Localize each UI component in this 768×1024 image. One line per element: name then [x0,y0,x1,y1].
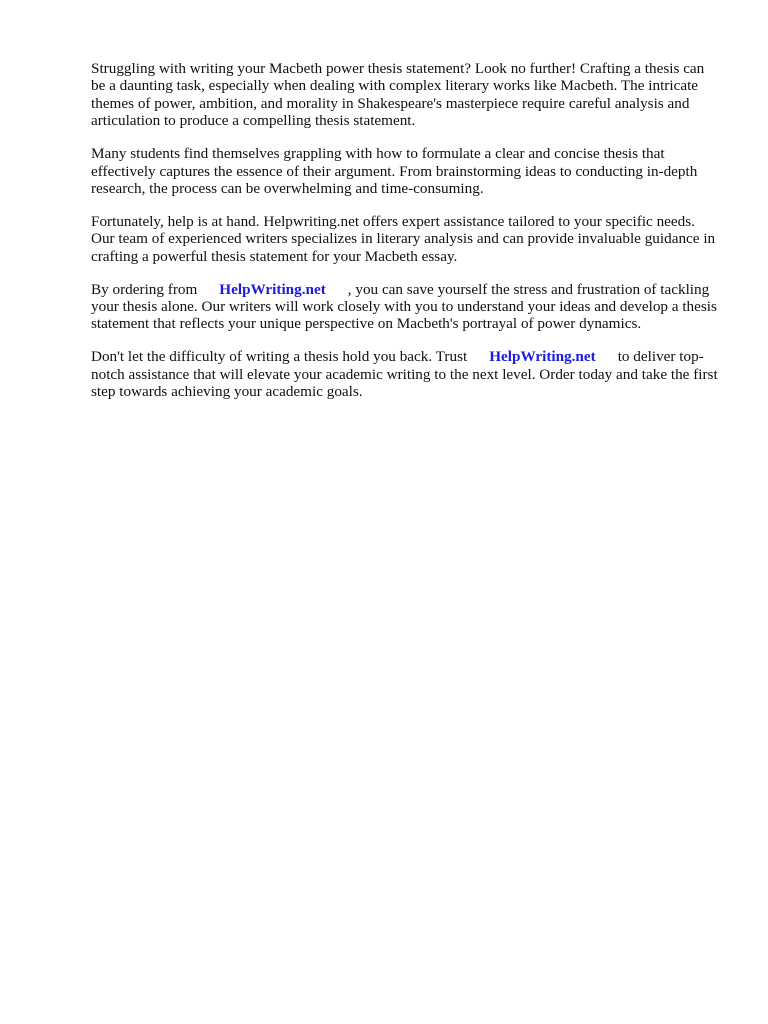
closing-text-before: Don't let the difficulty of writing a thesis hold you back. Trust [91,348,468,366]
closing-paragraph [91,348,721,400]
ordering-paragraph [91,281,721,333]
helpwriting-link[interactable]: HelpWriting.net [219,280,326,298]
document-body [91,60,721,416]
ordering-text-before: By ordering from [91,280,198,298]
helpwriting-link-2[interactable]: HelpWriting.net [489,348,596,366]
ordering-text-after: , you can save yourself the stress and frustration of tackling your thesis alone. Our writers will work closely with you to understand your ideas and develop a thesis statement that reflects your unique perspective on Macbeth's portrayal of power dynamics. [91,280,717,333]
intro-paragraph: Struggling with writing your Macbeth power thesis statement? Look no further! Crafting a thesis can be a daunting task, especially when dealing with complex literary works like Macbeth. The intricate themes of power, ambition, and morality in Shakespeare's masterpiece require careful analysis and articulation to produce a compelling thesis statement. [91,60,705,130]
help-paragraph: Fortunately, help is at hand. Helpwriting.net offers expert assistance tailored to your specific needs. Our team of experienced writers specializes in literary analysis and can provide invaluable guidance in crafting a powerful thesis statement for your Macbeth essay. [91,212,716,265]
students-paragraph: Many students find themselves grappling with how to formulate a clear and concise thesis that effectively captures the essence of their argument. From brainstorming ideas to conducting in-depth research, the process can be overwhelming and time-consuming. [91,145,698,197]
closing-text-after: to deliver top-notch assistance that will elevate your academic writing to the next level. Order today and take the first step towards achieving your academic goals. [91,348,718,401]
